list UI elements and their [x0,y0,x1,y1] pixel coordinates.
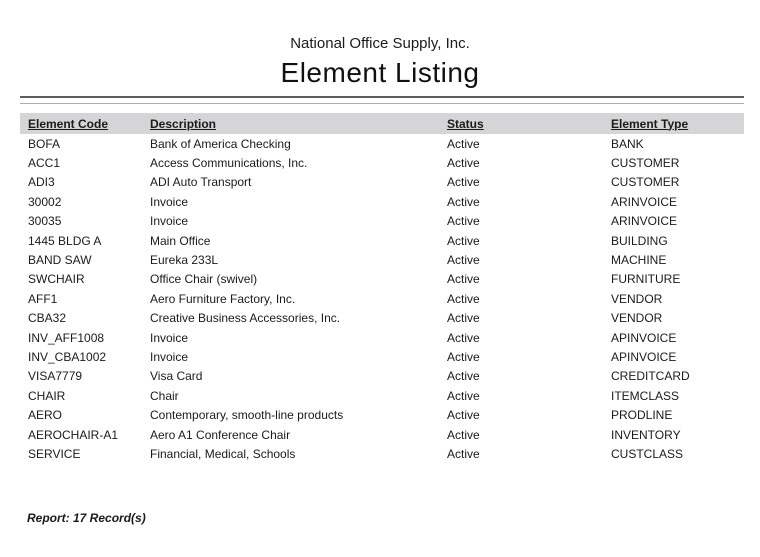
status-cell: Active [447,156,480,171]
element-code-cell: SERVICE [28,446,81,461]
table-row [20,192,744,211]
description-cell: Bank of America Checking [150,136,291,151]
description-cell: Access Communications, Inc. [150,156,308,171]
element-code-cell: INV_AFF1008 [28,330,105,345]
table-row [20,250,744,269]
element-type-cell: FURNITURE [611,272,681,287]
table-row [20,405,744,424]
element-code-cell: AEROCHAIR-A1 [28,427,119,442]
status-cell: Active [447,214,480,229]
status-cell: Active [447,446,480,461]
table-row [20,231,744,250]
description-cell: Main Office [150,233,211,248]
element-type-cell: VENDOR [611,291,663,306]
element-type-cell: APINVOICE [611,349,677,364]
company-name: National Office Supply, Inc. [290,35,470,52]
table-row [20,289,744,308]
status-cell: Active [447,330,480,345]
element-type-cell: APINVOICE [611,330,677,345]
status-cell: Active [447,311,480,326]
element-code-cell: BAND SAW [28,253,92,268]
status-cell: Active [447,253,480,268]
page-title: Element Listing [280,57,480,88]
table-row [20,347,744,366]
table-row [20,153,744,172]
description-cell: Contemporary, smooth-line products [150,408,344,423]
description-cell: Invoice [150,330,189,345]
column-header-status: Status [447,116,484,131]
table-row [20,328,744,347]
element-type-cell: INVENTORY [611,427,681,442]
description-cell: Financial, Medical, Schools [150,446,296,461]
element-type-cell: PRODLINE [611,408,673,423]
description-cell: Office Chair (swivel) [150,272,258,287]
description-cell: Invoice [150,349,189,364]
status-cell: Active [447,194,480,209]
status-cell: Active [447,427,480,442]
description-cell: Invoice [150,214,189,229]
element-type-cell: BANK [611,136,644,151]
element-type-cell: MACHINE [611,253,667,268]
description-cell: Aero Furniture Factory, Inc. [150,291,296,306]
element-type-cell: ARINVOICE [611,194,678,209]
element-type-cell: CUSTOMER [611,156,680,171]
table-row [20,386,744,405]
status-cell: Active [447,349,480,364]
description-cell: Visa Card [150,369,203,384]
status-cell: Active [447,233,480,248]
element-type-cell: BUILDING [611,233,668,248]
status-cell: Active [447,272,480,287]
element-type-cell: CREDITCARD [611,369,690,384]
table-header-row [20,113,744,134]
column-header-description: Description [150,116,217,131]
element-code-cell: CBA32 [28,311,67,326]
column-header-element-code: Element Code [28,116,109,131]
description-cell: ADI Auto Transport [150,175,252,190]
table-row [20,212,744,231]
record-count-footer: Report: 17 Record(s) [27,511,146,525]
element-code-cell: ADI3 [28,175,55,190]
element-code-cell: VISA7779 [28,369,83,384]
description-cell: Creative Business Accessories, Inc. [150,311,341,326]
table-row [20,425,744,444]
element-code-cell: AERO [28,408,63,423]
table-row [20,367,744,386]
title-separator-double-rule [20,96,744,104]
description-cell: Eureka 233L [150,253,219,268]
status-cell: Active [447,388,480,403]
element-code-cell: CHAIR [28,388,66,403]
description-cell: Invoice [150,194,189,209]
element-code-cell: INV_CBA1002 [28,349,107,364]
element-type-cell: CUSTCLASS [611,446,684,461]
element-code-cell: BOFA [28,136,61,151]
column-header-element-type: Element Type [611,116,689,131]
element-code-cell: 30035 [28,214,62,229]
element-type-cell: ITEMCLASS [611,388,680,403]
status-cell: Active [447,291,480,306]
element-code-cell: ACC1 [28,156,61,171]
element-code-cell: AFF1 [28,291,58,306]
table-row [20,444,744,463]
element-type-cell: ARINVOICE [611,214,678,229]
element-code-cell: 30002 [28,194,62,209]
status-cell: Active [447,175,480,190]
element-code-cell: 1445 BLDG A [28,233,102,248]
element-type-cell: CUSTOMER [611,175,680,190]
status-cell: Active [447,136,480,151]
table-row [20,270,744,289]
element-code-cell: SWCHAIR [28,272,85,287]
table-row [20,173,744,192]
status-cell: Active [447,369,480,384]
status-cell: Active [447,408,480,423]
description-cell: Chair [150,388,179,403]
table-row [20,309,744,328]
element-type-cell: VENDOR [611,311,663,326]
table-row [20,134,744,153]
description-cell: Aero A1 Conference Chair [150,427,291,442]
table-body [20,134,744,464]
